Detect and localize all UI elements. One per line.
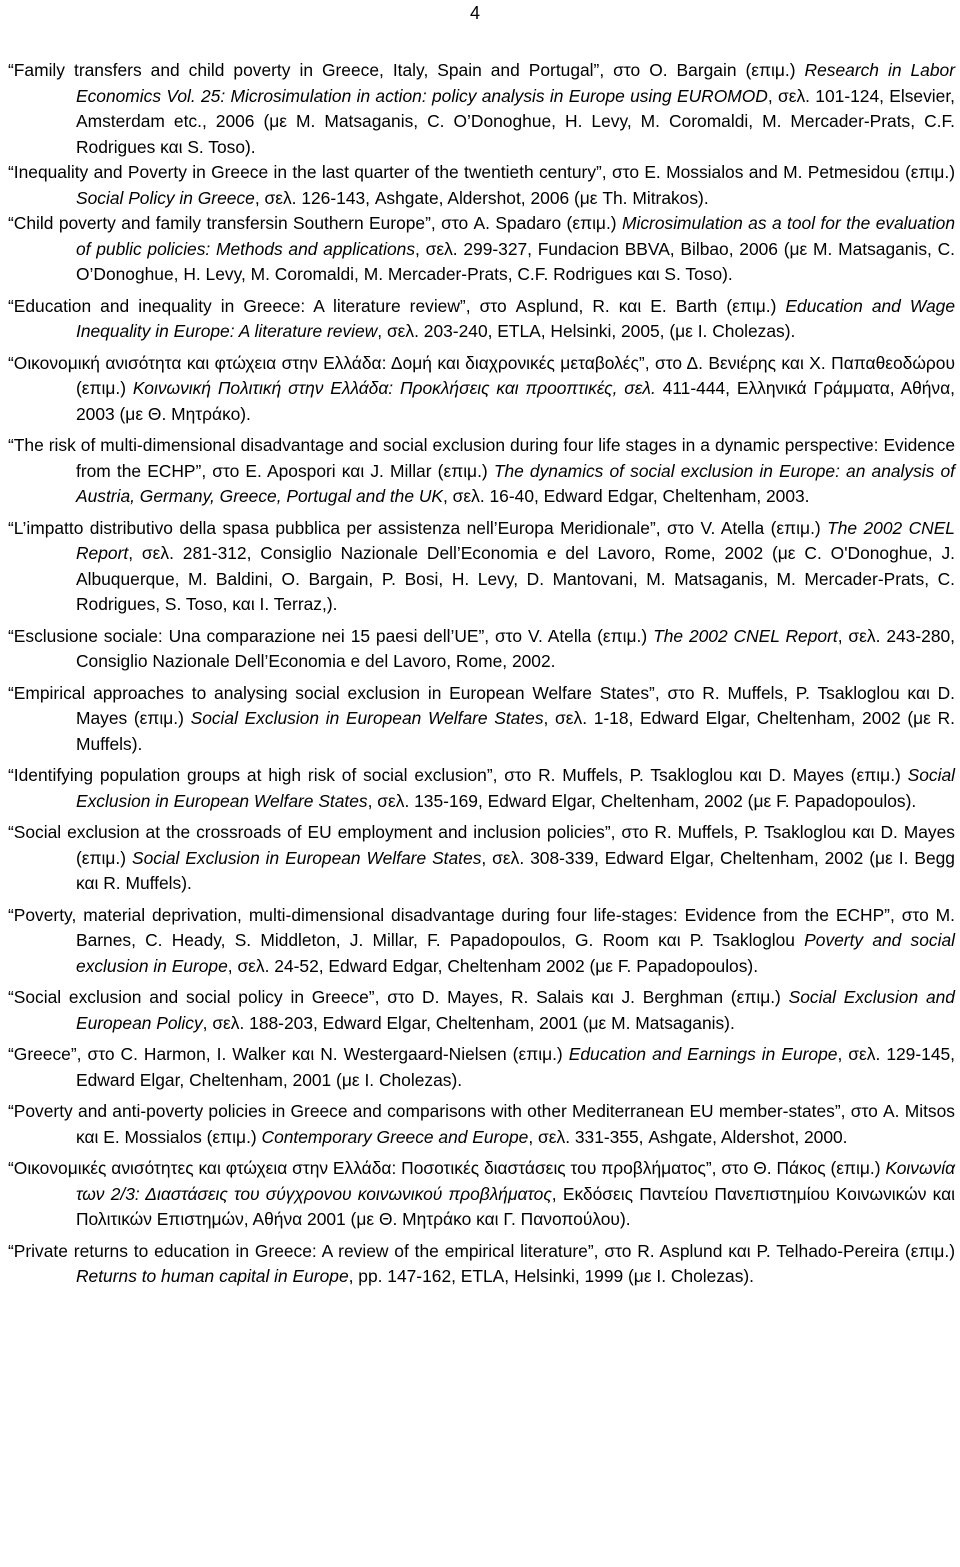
reference-details: , σελ. 24-52, Edward Edgar, Cheltenham 2002 (με F. Papadopoulos). (227, 955, 759, 976)
reference-text: “Social exclusion and social policy in Greece”, στο D. Mayes, R. Salais και J. Berghman (επιμ.) (8, 987, 789, 1007)
reference-text: “Poverty, material deprivation, multi-dimensional disadvantage during four life-stages: Evidence from the ECHP”, στο M. Barnes, C. Heady, S. Middleton, J. Millar, F. Papadopoulos, G. Room και P. Tsakloglou (8, 904, 955, 950)
reference-item (0, 1099, 955, 1150)
reference-text: “Greece”, στο C. Harmon, I. Walker και N. Westergaard-Nielsen (επιμ.) (8, 1044, 569, 1064)
reference-title: The dynamics of social exclusion in Europe: an analysis of Austria, Germany, Greece, Portugal and the UK (76, 460, 955, 506)
reference-title: Research in Labor Economics Vol. 25: Microsimulation in action: policy analysis in Europe using EUROMOD (76, 60, 955, 106)
reference-text: “Inequality and Poverty in Greece in the last quarter of the twentieth century”, στο E. Mossialos and M. Petmesidou (επιμ.) (8, 162, 955, 182)
reference-text: “Esclusione sociale: Una comparazione nei 15 paesi dell’UE”, στο V. Atella (επιμ.) (8, 625, 654, 646)
reference-item (0, 58, 955, 160)
reference-item (0, 160, 955, 211)
reference-details: , σελ. 281-312, Consiglio Nazionale Dell’Economia e del Lavoro, Rome, 2002 (με C. O'Donoghue, J. Albuquerque, M. Baldini, O. Bargain, P. Bosi, H. Levy, D. Mantovani, M. Matsaganis, M. Mercader-Prats, C. Rodrigues, S. Toso, και I. Terraz,). (76, 543, 955, 614)
reference-text: “Education and inequality in Greece: A literature review”, στο Asplund, R. και E. Barth (επιμ.) (8, 295, 786, 316)
reference-details: , σελ. 101-124, Elsevier, Amsterdam etc., 2006 (με M. Matsaganis, C. O’Donoghue, H. Levy, M. Coromaldi, M. Mercader-Prats, C.F. Rodrigues και S. Toso). (76, 85, 955, 157)
reference-item (0, 351, 955, 428)
reference-details: , σελ. 1-18, Edward Elgar, Cheltenham, 2002 (με R. Muffels). (76, 708, 955, 754)
reference-item (0, 294, 955, 345)
reference-title: Returns to human capital in Europe (76, 1266, 349, 1286)
reference-text: “Private returns to education in Greece: A review of the empirical literature”, στο R. Asplund και P. Telhado-Pereira (επιμ.) (8, 1240, 955, 1261)
reference-text: “Οικονομική ανισότητα και φτώχεια στην Ελλάδα: Δομή και διαχρονικές μεταβολές”, στο Δ. Βενιέρης και Χ. Παπαθεοδώρου (επιμ.) (8, 352, 955, 398)
reference-item (0, 681, 955, 758)
reference-details: , σελ. 331-355, Ashgate, Aldershot, 2000. (528, 1126, 848, 1147)
reference-details: , σελ. 135-169, Edward Elgar, Cheltenham, 2002 (με F. Papadopoulos). (367, 790, 917, 811)
reference-text: “Οικονομικές ανισότητες και φτώχεια στην Ελλάδα: Ποσοτικές διαστάσεις του προβλήματος”, στο Θ. Πάκος (επιμ.) (8, 1158, 886, 1178)
reference-title: Social Exclusion in European Welfare States (132, 847, 482, 868)
reference-text: “Family transfers and child poverty in Greece, Italy, Spain and Portugal”, στο O. Bargain (επιμ.) (8, 60, 805, 80)
reference-text: “Poverty and anti-poverty policies in Greece and comparisons with other Mediterranean EU member-states”, στο A. Mitsos και E. Mossialos (επιμ.) (8, 1101, 955, 1147)
reference-details: , σελ. 243-280, Consiglio Nazionale Dell’Economia e del Lavoro, Rome, 2002. (76, 625, 955, 671)
reference-text: “The risk of multi-dimensional disadvantage and social exclusion during four life stages in a dynamic perspective: Evidence from the ECHP”, στο E. Apospori και J. Millar (επιμ.) (8, 435, 955, 481)
reference-details: , σελ. 203-240, ETLA, Helsinki, 2005, (με I. Cholezas). (377, 321, 796, 341)
reference-title: Contemporary Greece and Europe (261, 1126, 529, 1147)
reference-details: , σελ. 299-327, Fundacion BBVA, Bilbao, 2006 (με M. Matsaganis, C. O’Donoghue, H. Levy, M. Coromaldi, M. Mercader-Prats, C.F. Rodrigues και S. Toso). (76, 238, 955, 284)
reference-title: Social Policy in Greece (76, 187, 255, 208)
reference-title: Poverty and social exclusion in Europe (76, 930, 955, 976)
reference-list (0, 58, 955, 1296)
reference-item (0, 433, 955, 510)
reference-item (0, 985, 955, 1036)
reference-title: Education and Wage Inequality in Europe: A literature review (76, 295, 955, 341)
reference-text: “L’impatto distributivo della spasa pubblica per assistenza nell’Europa Meridionale”, στο V. Atella (επιμ.) (8, 517, 828, 538)
page-number: 4 (470, 3, 481, 23)
reference-text: “Social exclusion at the crossroads of EU employment and inclusion policies”, στο R. Muffels, P. Tsakloglou και D. Mayes (επιμ.) (8, 822, 955, 868)
reference-details: 411-444, Ελληνικά Γράμματα, Αθήνα, 2003 (με Θ. Μητράκο). (76, 378, 956, 424)
reference-item (0, 1042, 955, 1093)
reference-title: Social Exclusion in European Welfare States (76, 765, 955, 811)
reference-item (0, 1156, 955, 1233)
reference-text: “Child poverty and family transfersin Southern Europe”, στο A. Spadaro (επιμ.) (8, 213, 622, 233)
reference-title: Social Exclusion and European Policy (76, 987, 955, 1033)
reference-title: Microsimulation as a tool for the evaluation of public policies: Methods and applications (76, 213, 955, 259)
reference-details: , σελ. 126-143, Ashgate, Aldershot, 2006 (με Th. Mitrakos). (254, 187, 709, 208)
reference-item (0, 820, 955, 897)
reference-item (0, 903, 955, 980)
reference-details: , Εκδόσεις Παντείου Πανεπιστημίου Κοινωνικών και Πολιτικών Επιστημών, Αθήνα 2001 (με Θ. Μητράκο και Γ. Πανοπούλου). (76, 1183, 956, 1229)
reference-text: “Identifying population groups at high risk of social exclusion”, στο R. Muffels, P. Tsakloglou και D. Mayes (επιμ.) (8, 765, 908, 785)
reference-details: , σελ. 129-145, Edward Elgar, Cheltenham, 2001 (με I. Cholezas). (76, 1044, 955, 1090)
reference-title: Κοινωνία των 2/3: Διαστάσεις του σύγχρονου κοινωνικού προβλήματος (76, 1158, 955, 1204)
reference-title: The 2002 CNEL Report (76, 517, 955, 563)
reference-details: , pp. 147-162, ETLA, Helsinki, 1999 (με I. Cholezas). (348, 1266, 755, 1286)
reference-details: , σελ. 188-203, Edward Elgar, Cheltenham, 2001 (με M. Matsaganis). (202, 1012, 735, 1033)
reference-title: Social Exclusion in European Welfare States (190, 708, 544, 728)
reference-details: , σελ. 16-40, Edward Edgar, Cheltenham, 2003. (443, 486, 810, 506)
reference-text: “Empirical approaches to analysing social exclusion in European Welfare States”, στο R. Muffels, P. Tsakloglou και D. Mayes (επιμ.) (8, 682, 955, 728)
reference-details: , σελ. 308-339, Edward Elgar, Cheltenham, 2002 (με I. Begg και R. Muffels). (76, 847, 955, 893)
reference-item (0, 516, 955, 618)
reference-title: The 2002 CNEL Report (653, 625, 838, 646)
reference-title: Κοινωνική Πολιτική στην Ελλάδα: Προκλήσεις και προοπτικές, σελ. (132, 378, 656, 398)
reference-item (0, 763, 955, 814)
reference-item (0, 624, 955, 675)
reference-title: Education and Earnings in Europe (568, 1044, 838, 1064)
reference-item (0, 211, 955, 288)
reference-item (0, 1239, 955, 1290)
